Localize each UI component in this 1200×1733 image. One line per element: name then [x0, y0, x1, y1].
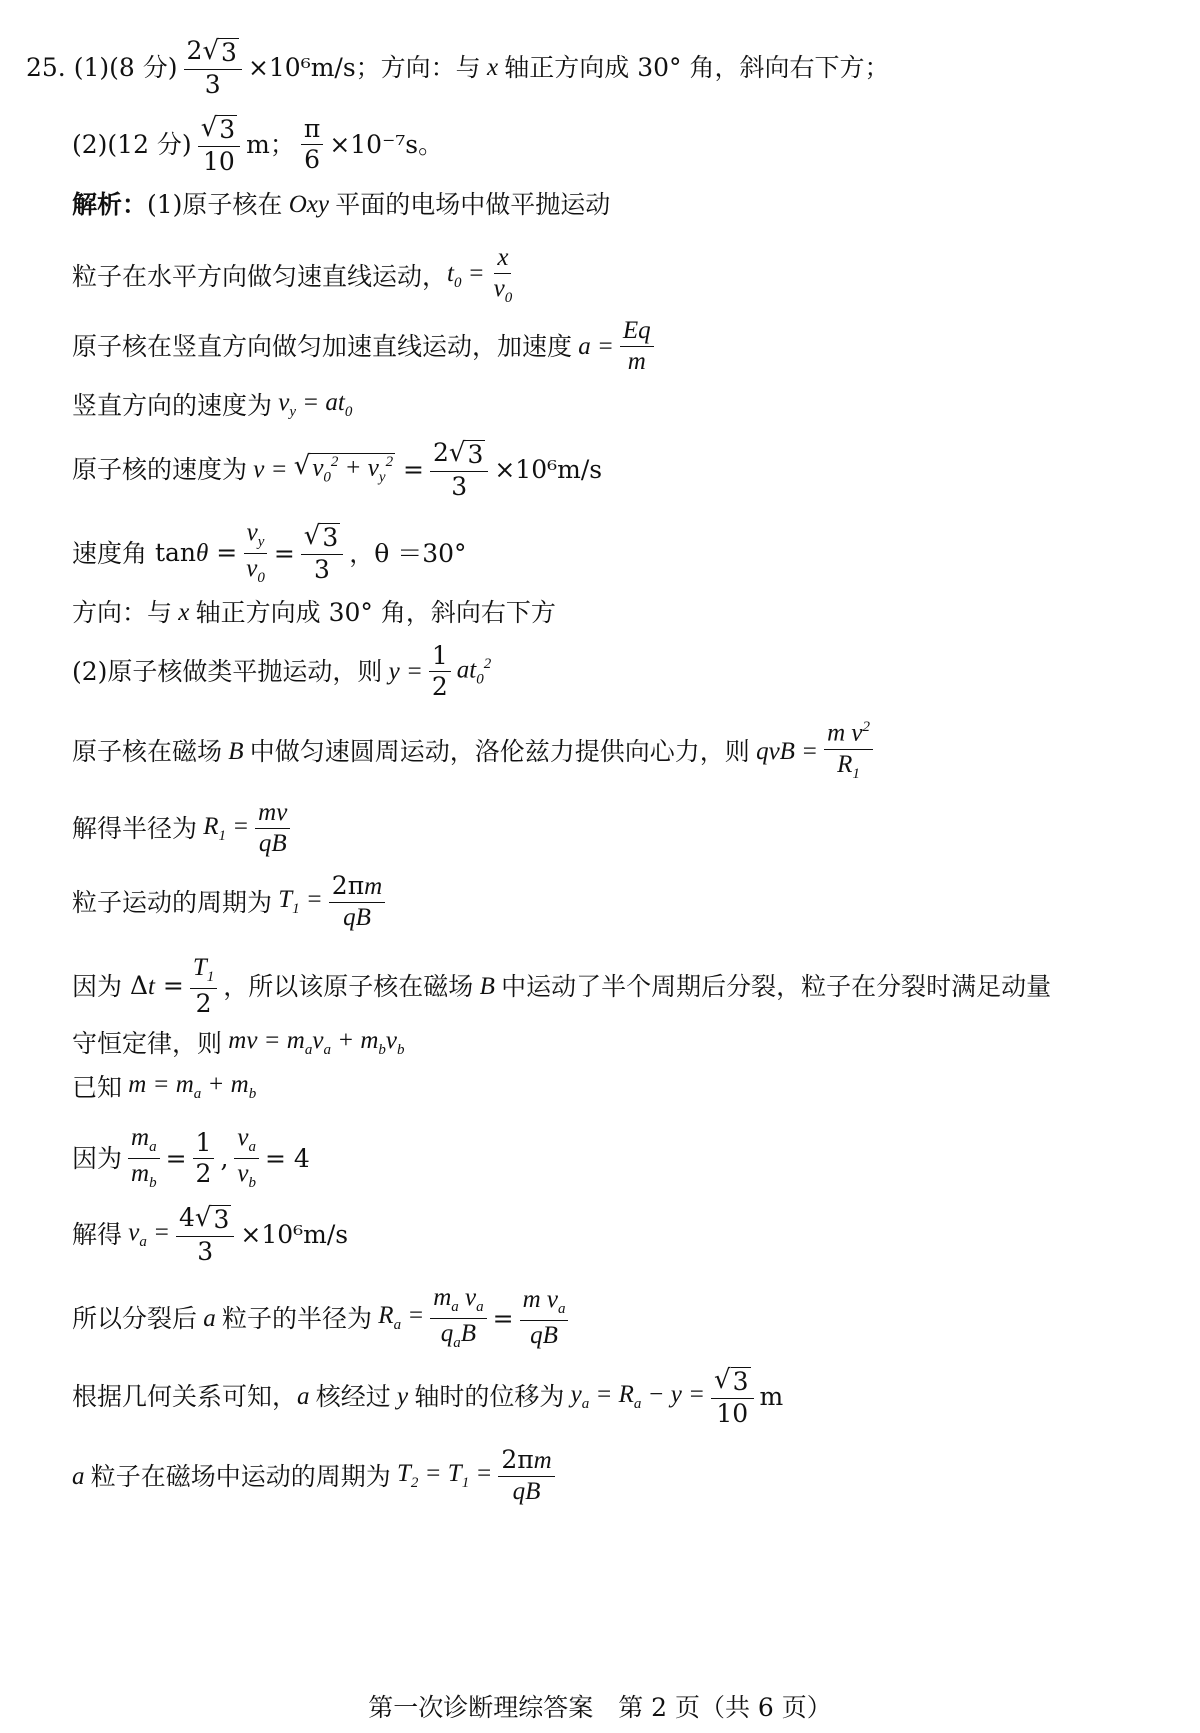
line-T2: a 粒子在磁场中运动的周期为 $T_2 = T_1$ = $\frac{2\pi m}{qB}$ [72, 1447, 561, 1506]
analysis-label: 解析： [72, 190, 148, 219]
line-horizontal: 粒子在水平方向做匀速直线运动， $t_0$ = $\frac{x}{v_0}$ [72, 244, 513, 307]
line-v: 原子核的速度为 v = √ $v_0^2 + v_y^2$ = 2 √ 3 3 ×10⁶m/s [72, 438, 603, 501]
line-T1: 粒子运动的周期为 $T_1$ = $\frac{2\pi m}{qB}$ [72, 873, 391, 932]
line-vy: 竖直方向的速度为 $v_y = at_0$ [72, 389, 353, 420]
line-magnetic: 原子核在磁场 B 中做匀速圆周运动，洛伦兹力提供向心力，则 qvB = $\frac{m v^2}{R_1}$ [72, 720, 879, 782]
answer2-t: ×10⁻⁷s。 [329, 130, 444, 160]
page-footer: 第一次诊断理综答案 第 2 页（共 6 页） [368, 1693, 832, 1722]
line-angle: 速度角 tanθ = $\frac{v_y}{v_0}$ = √ 3 3 ，θ ＝30° [72, 519, 467, 586]
fraction-2sqrt3-over-3: 2 √ 3 3 [184, 38, 242, 98]
answer2-m: m； [246, 130, 295, 160]
fraction-sqrt3-over-10: √ 3 10 [198, 115, 240, 175]
answer1-unit: ×10⁶m/s；方向：与 [247, 53, 481, 83]
fraction-pi-over-6: $\frac{\pi}{6}$ [301, 116, 323, 174]
part2-label: (2)(12 分) [72, 130, 192, 160]
answer-line-1: 25. (1)(8 分) 2 √ 3 3 ×10⁶m/s；方向：与 x 轴正方向成 30° 角，斜向右下方； [26, 36, 890, 99]
line-geometry: 根据几何关系可知， a 核经过 y 轴时的位移为 $y_a = R_a - y$ = √ 3 10 m [72, 1365, 784, 1428]
line-direction: 方向：与 x 轴正方向成 30° 角，斜向右下方 [72, 598, 556, 627]
line-known: 已知 $m = m_a + m_b$ [72, 1071, 257, 1102]
question-number: 25. [26, 53, 66, 83]
answer1-direction: 轴正方向成 30° 角，斜向右下方； [504, 53, 890, 83]
analysis-head: 解析： (1)原子核在 Oxy 平面的电场中做平抛运动 [72, 190, 611, 219]
line-Ra: 所以分裂后 a 粒子的半径为 $R_a$ = $\frac{m_a v_a}{q_aB}$ = $\frac{m v_a}{qB}$ [72, 1285, 574, 1352]
line-part2: (2)原子核做类平抛运动，则 y = $\frac{1}{2}$ $at_0^2$ [72, 641, 492, 702]
line-R1: 解得半径为 $R_1$ = $\frac{mv}{qB}$ [72, 800, 296, 858]
answer-line-2 [72, 115, 443, 175]
line-vertical: 原子核在竖直方向做匀加速直线运动，加速度 a = $\frac{Eq}{m}$ [72, 318, 660, 376]
part1-label: (1)(8 分) [73, 53, 178, 83]
line-ratios: 因为 $\frac{m_a}{m_b}$ = $\frac{1}{2}$ , $\frac{v_a}{v_b}$ = 4 [72, 1124, 310, 1191]
line-dt: 因为 Δt = $\frac{T_1}{2}$ ，所以该原子核在磁场 B 中运动了半个周期后分裂，粒子在分裂时满足动量 [72, 954, 1052, 1018]
line-va: 解得 $v_a$ = 4 √ 3 3 ×10⁶m/s [72, 1203, 349, 1266]
line-conservation: 守恒定律，则 mv = $m_av_a + m_bv_b$ [72, 1027, 405, 1058]
